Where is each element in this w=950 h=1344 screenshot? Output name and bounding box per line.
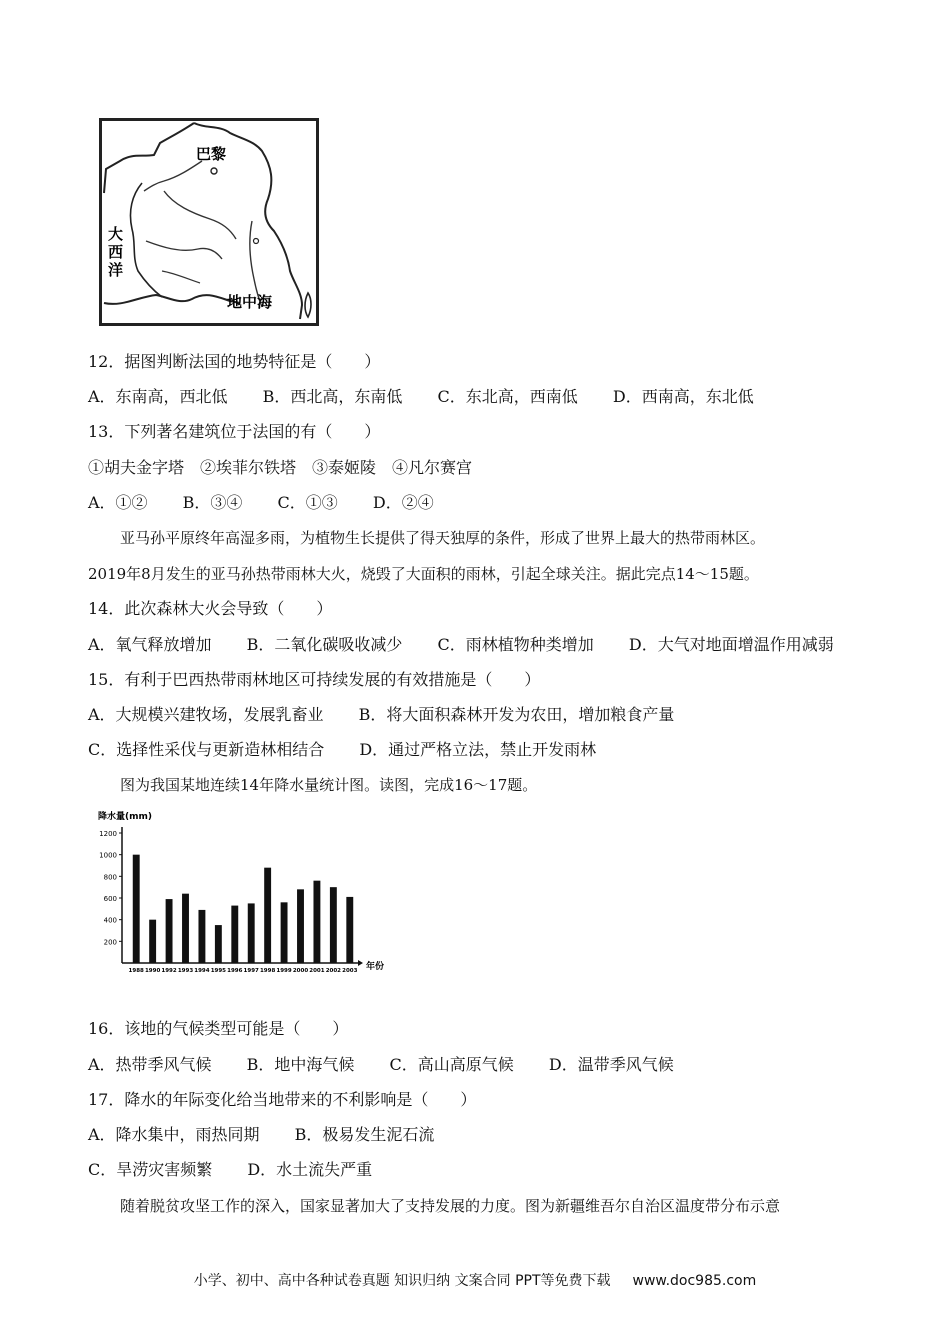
y-tick-label: 400 — [103, 916, 117, 925]
x-tick-label: 2001 — [309, 968, 325, 974]
q17-options-row2 — [88, 1160, 372, 1180]
passage3-line1: 随着脱贫攻坚工作的深入，国家显著加大了支持发展的力度。图为新疆维吾尔自治区温度带分布示意 — [120, 1197, 781, 1215]
q15-option-b[interactable]: B．将大面积森林开发为农田，增加粮食产量 — [358, 705, 675, 724]
q17-option-d[interactable]: D．水土流失严重 — [247, 1160, 373, 1179]
france-map — [99, 118, 319, 326]
q15-options-row2 — [88, 740, 596, 760]
q14-stem: 14．此次森林大火会导致（ ） — [88, 599, 333, 618]
bar-1996 — [231, 906, 238, 963]
precipitation-chart — [96, 805, 386, 980]
q14-option-b[interactable]: B．二氧化碳吸收减少 — [246, 635, 403, 654]
x-tick-label: 1999 — [276, 968, 292, 974]
q17-option-a[interactable]: A．降水集中，雨热同期 — [88, 1125, 260, 1144]
bar-1998 — [264, 868, 271, 963]
q14-option-a[interactable]: A．氧气释放增加 — [88, 635, 212, 654]
q13-option-c[interactable]: C．①③ — [277, 493, 338, 512]
q12-stem: 12．据图判断法国的地势特征是（ ） — [88, 352, 381, 371]
y-tick-label: 1000 — [99, 851, 117, 860]
q14-option-d[interactable]: D．大气对地面增温作用减弱 — [628, 635, 834, 654]
q12-option-b[interactable]: B．西北高，东南低 — [262, 387, 403, 406]
q17-option-b[interactable]: B．极易发生泥石流 — [294, 1125, 435, 1144]
bar-1993 — [182, 894, 189, 963]
y-tick-label: 200 — [103, 938, 117, 947]
bar-2002 — [330, 887, 337, 963]
q14-options — [88, 635, 834, 655]
q13-option-a[interactable]: A．①② — [88, 493, 148, 512]
bar-2003 — [346, 897, 353, 963]
x-tick-label: 1993 — [177, 968, 194, 974]
paris-marker — [211, 168, 217, 174]
x-tick-label: 1995 — [210, 968, 227, 974]
x-tick-label: 1997 — [243, 968, 259, 974]
paris-label: 巴黎 — [196, 145, 227, 163]
footer-url[interactable]: www.doc985.com — [632, 1273, 757, 1289]
q17-option-c[interactable]: C．旱涝灾害频繁 — [88, 1160, 213, 1179]
q15-option-d[interactable]: D．通过严格立法，禁止开发雨林 — [359, 740, 597, 759]
x-tick-label: 1996 — [227, 968, 243, 974]
q13-stem: 13．下列著名建筑位于法国的有（ ） — [88, 422, 381, 441]
q15-stem: 15．有利于巴西热带雨林地区可持续发展的有效措施是（ ） — [88, 670, 541, 689]
x-tick-label: 1990 — [144, 968, 161, 974]
x-axis-label: 年份 — [366, 962, 385, 972]
q15-option-a[interactable]: A．大规模兴建牧场，发展乳畜业 — [88, 705, 324, 724]
mediterranean-label: 地中海 — [226, 293, 272, 311]
bar-1997 — [248, 903, 255, 963]
q12-option-a[interactable]: A．东南高，西北低 — [88, 387, 228, 406]
x-tick-label: 1998 — [259, 968, 276, 974]
q16-option-a[interactable]: A．热带季风气候 — [88, 1055, 212, 1074]
y-tick-label: 600 — [103, 895, 117, 903]
bar-1999 — [281, 902, 288, 963]
y-tick-label: 800 — [103, 873, 117, 882]
bar-1994 — [198, 910, 205, 963]
bar-1995 — [215, 925, 222, 963]
bar-2000 — [297, 889, 304, 963]
q13-items: ①胡夫金字塔 ②埃菲尔铁塔 ③泰姬陵 ④凡尔赛宫 — [88, 458, 473, 477]
q12-option-c[interactable]: C．东北高，西南低 — [437, 387, 578, 406]
passage1-line1: 亚马孙平原终年高湿多雨，为植物生长提供了得天独厚的条件，形成了世界上最大的热带雨林区。 — [120, 529, 766, 547]
passage1-line2: 2019年8月发生的亚马孙热带雨林大火，烧毁了大面积的雨林，引起全球关注。据此完点14～15题。 — [88, 565, 759, 583]
page-footer — [0, 1270, 950, 1290]
q16-stem: 16．该地的气候类型可能是（ ） — [88, 1019, 349, 1038]
q15-option-c[interactable]: C．选择性采伐与更新造林相结合 — [88, 740, 325, 759]
q16-option-b[interactable]: B．地中海气候 — [246, 1055, 355, 1074]
bar-1990 — [149, 920, 156, 963]
y-tick-label: 1200 — [99, 830, 117, 838]
atlantic-label: 大 西 洋 — [108, 225, 124, 279]
bar-2001 — [313, 881, 320, 963]
q17-stem: 17．降水的年际变化给当地带来的不利影响是（ ） — [88, 1090, 477, 1109]
x-tick-label: 2000 — [292, 968, 309, 974]
precipitation-chart-svg — [96, 805, 386, 980]
q16-option-c[interactable]: C．高山高原气候 — [389, 1055, 514, 1074]
x-tick-label: 1992 — [161, 968, 177, 974]
bar-1988 — [133, 855, 140, 963]
x-tick-label: 1994 — [194, 968, 210, 974]
footer-text: 小学、初中、高中各种试卷真题 知识归纳 文案合同 PPT等免费下载 — [193, 1273, 611, 1289]
q17-options-row1 — [88, 1125, 434, 1145]
q15-options-row1 — [88, 705, 674, 725]
y-axis-label: 降水量(mm) — [98, 812, 152, 822]
q13-option-d[interactable]: D．②④ — [372, 493, 434, 512]
bar-1992 — [166, 899, 173, 963]
x-tick-label: 1988 — [128, 968, 144, 974]
q13-option-b[interactable]: B．③④ — [182, 493, 243, 512]
q16-option-d[interactable]: D．温带季风气候 — [548, 1055, 674, 1074]
passage2-line1: 图为我国某地连续14年降水量统计图。读图，完成16～17题。 — [120, 776, 538, 794]
x-tick-label: 2002 — [325, 968, 342, 974]
x-tick-label: 2003 — [342, 968, 358, 974]
q12-options — [88, 387, 754, 407]
q13-options — [88, 493, 434, 513]
q14-option-c[interactable]: C．雨林植物种类增加 — [437, 635, 594, 654]
x-axis-arrow — [358, 960, 363, 966]
q16-options — [88, 1055, 674, 1075]
france-map-figure — [102, 121, 316, 323]
q12-option-d[interactable]: D．西南高，东北低 — [612, 387, 754, 406]
